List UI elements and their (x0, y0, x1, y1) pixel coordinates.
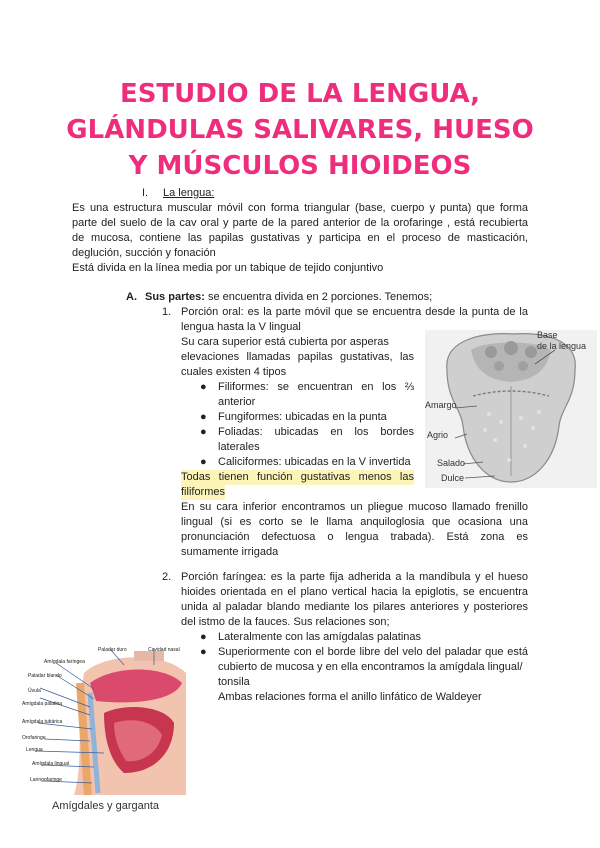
item1-line: Su cara superior está cubierta por asperas (181, 336, 389, 348)
item1-number: 1. (162, 306, 172, 318)
bullet-dot: ● (200, 381, 207, 393)
section-para-line: deglución, succión y fonación (72, 247, 216, 259)
throat-top-label: Paladar duro (98, 647, 127, 653)
bullet-dot: ● (200, 411, 207, 423)
throat-side-label: Laringofaringe (30, 777, 62, 783)
tongue-figure (425, 330, 597, 488)
tongue-label: Salado (437, 458, 466, 468)
throat-side-label: Úvula (28, 688, 41, 694)
item2-line: unida al paladar blando mediante los pilares anteriores y posteriores (181, 601, 528, 613)
tongue-label: Dulce (441, 473, 465, 483)
item2-line: Porción faríngea: es la parte fija adherida a la mandíbula y el hueso (181, 571, 528, 583)
bullet-dot: ● (200, 631, 207, 643)
item2-closing: Ambas relaciones forma el anillo linfático de Waldeyer (218, 691, 482, 703)
bullet-text: anterior (218, 396, 256, 408)
highlight-line: filiformes (181, 486, 226, 498)
section-para-line: parte del suelo de la cav oral y parte de la pared anterior de la orofaringe , está recubierta (72, 217, 528, 229)
bullet-text: Lateralmente con las amígdalas palatinas (218, 631, 422, 643)
section-para-line: Es una estructura muscular móvil con forma triangular (base, cuerpo y punta) que forma (72, 202, 528, 214)
throat-side-label: Orofaringe (22, 735, 46, 741)
throat-side-label: Amígdala lingual (32, 761, 69, 767)
item1-line: Porción oral: es la parte móvil que se encuentra desde la punta de la (181, 306, 528, 318)
throat-side-label: Amígdala palatina (22, 701, 63, 707)
item2-line: hioides orientada en el plano vertical hacia la epiglotis, se encuentra (181, 586, 528, 598)
section-para-line: Está divida en la línea media por un tabique de tejido conjuntivo (72, 262, 384, 274)
throat-figure (14, 643, 194, 798)
tongue-label: Base (537, 330, 558, 340)
item1-after-line: pronunciación defectuosa o lengua trabada). Está zona es (181, 531, 528, 543)
item1-after-line: En su cara inferior encontramos un pliegue mucoso llamado frenillo (181, 501, 528, 513)
throat-side-label: Amígdala faríngea (44, 659, 85, 665)
tongue-label: Amargo (425, 400, 457, 410)
bullet-text: tonsila (218, 676, 250, 688)
throat-side-label: Paladar blando (28, 673, 62, 679)
highlight-line: Todas tienen función gustativas menos las (181, 471, 414, 483)
part-a-text: se encuentra divida en 2 porciones. Tenemos; (207, 291, 433, 303)
bullet-dot: ● (200, 646, 207, 658)
item1-after-line: sumamente irrigada (181, 546, 279, 558)
part-a-letter: A. (126, 291, 137, 303)
title-line-1: ESTUDIO DE LA LENGUA, (119, 79, 481, 109)
bullet-text: Filiformes: se encuentran en los ⅔ (218, 381, 414, 393)
section-para-line: de mucosa, contiene las papilas gustativas y participa en el proceso de masticación, (72, 232, 528, 244)
bullet-text: Caliciformes: ubicadas en la V invertida (218, 456, 411, 468)
throat-figure-caption: Amígdales y garganta (52, 800, 160, 812)
section-number: I. (142, 187, 149, 199)
item1-line: lengua hasta la V lingual (181, 321, 301, 333)
bullet-dot: ● (200, 456, 207, 468)
throat-top-label: Cavidad nasal (148, 647, 180, 653)
title-line-2: GLÁNDULAS SALIVARES, HUESO (66, 115, 534, 145)
bullet-text: Superiormente con el borde libre del velo del paladar que está (218, 646, 528, 658)
bullet-text: cubierto de mucosa y en ella encontramos la amígdala lingual/ (218, 661, 523, 673)
item1-line: cuales existen 4 tipos (181, 366, 287, 378)
part-a-heading: Sus partes: (145, 291, 205, 303)
bullet-dot: ● (200, 426, 207, 438)
title-line-3: Y MÚSCULOS HIOIDEOS (128, 151, 472, 181)
throat-side-label: Lengua (26, 747, 43, 753)
bullet-text: laterales (218, 441, 260, 453)
item1-line: elevaciones llamadas papilas gustativas, las (181, 351, 414, 363)
section-heading: La lengua: (163, 187, 215, 199)
item2-number: 2. (162, 571, 172, 583)
throat-side-label: Amígdala tubárica (22, 719, 63, 725)
tongue-label: de la lengua (537, 341, 587, 351)
tongue-label: Agrio (427, 430, 449, 440)
bullet-text: Fungiformes: ubicadas en la punta (218, 411, 387, 423)
item1-after-line: lingual (si es corto se le llama anquiloglosia que ocasiona una (181, 516, 528, 528)
item2-line: del istmo de la fauces. Sus relaciones son; (181, 616, 390, 628)
page-title (0, 76, 600, 184)
part-a-line (145, 290, 432, 305)
bullet-text: Foliadas: ubicadas en los bordes (218, 426, 414, 438)
